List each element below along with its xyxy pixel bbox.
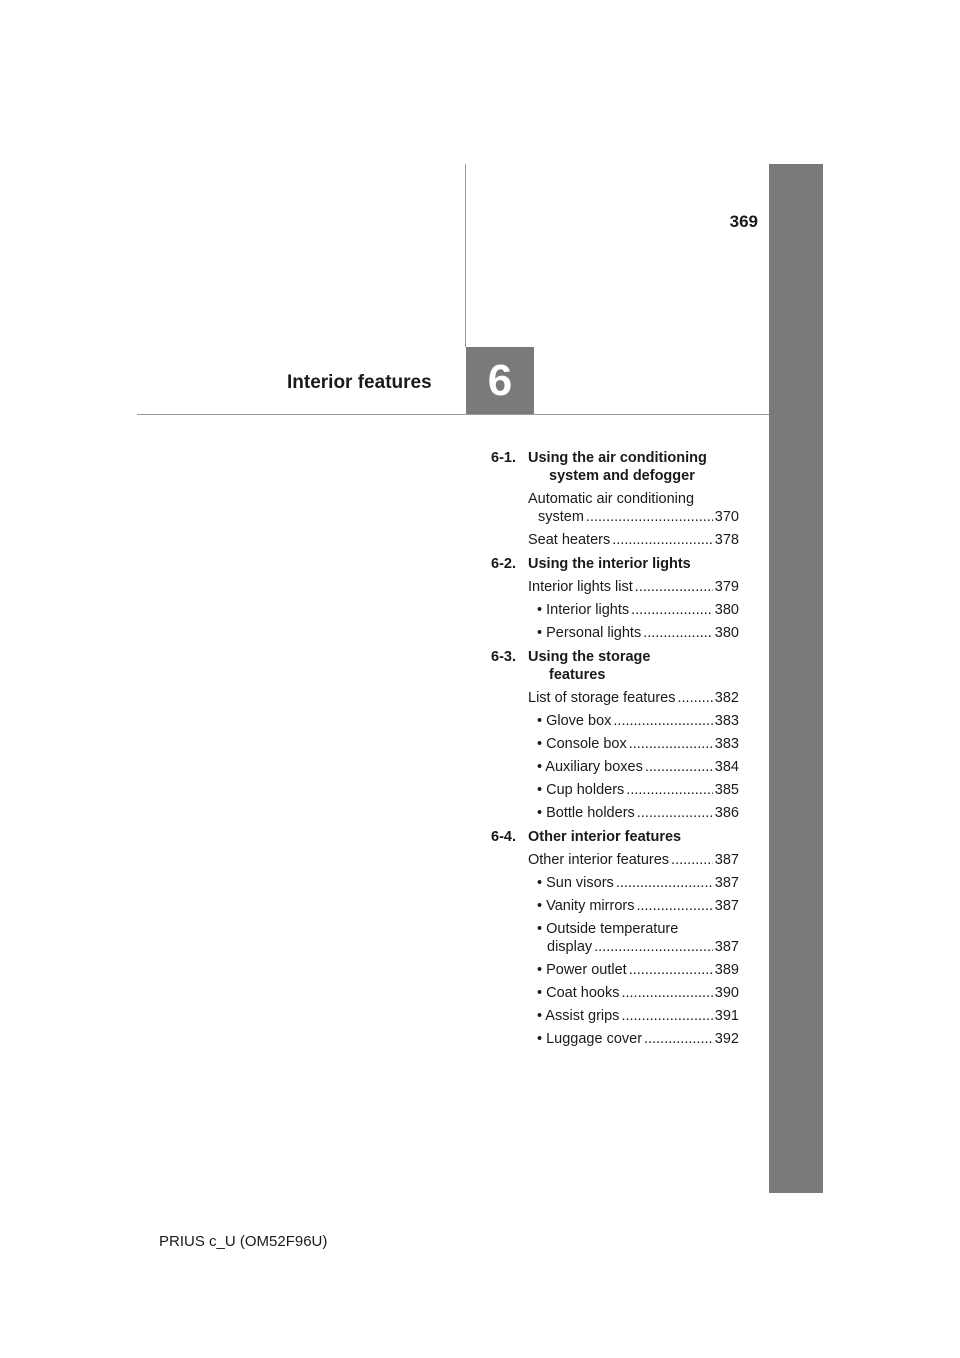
toc-entry-text: Other interior features — [528, 852, 670, 868]
section-number: 6-3. — [491, 649, 516, 665]
toc-entry-row — [537, 961, 739, 979]
toc-entry-row — [537, 735, 739, 753]
toc-entry-page: 384 — [714, 759, 739, 775]
toc-entry-page: 382 — [714, 690, 739, 706]
toc-entry-text: system — [538, 509, 584, 525]
toc-entry-page: 378 — [714, 532, 739, 548]
dot-leader — [629, 735, 713, 753]
dot-leader — [586, 508, 713, 526]
dot-leader — [616, 874, 713, 892]
dot-leader — [643, 624, 713, 642]
toc-entry[interactable] — [491, 851, 739, 869]
toc-section — [491, 555, 739, 642]
dot-leader — [626, 781, 713, 799]
toc-entry-page: 379 — [714, 579, 739, 595]
toc-entry-text: • Auxiliary boxes — [537, 759, 643, 775]
toc-section-heading[interactable] — [491, 555, 739, 573]
toc-entry-text: • Bottle holders — [537, 805, 635, 821]
toc-entry-page: 392 — [714, 1031, 739, 1047]
toc-entry-text: • Personal lights — [537, 625, 642, 641]
toc-section — [491, 648, 739, 822]
toc-entry[interactable] — [491, 490, 739, 526]
section-title — [528, 449, 739, 485]
toc-entry[interactable] — [491, 689, 739, 707]
toc-entry-row — [537, 938, 739, 956]
toc-entry-line1: • Outside temperature — [537, 921, 679, 937]
section-title — [528, 828, 739, 846]
toc-entry[interactable] — [491, 601, 739, 619]
toc-entry-page: 380 — [714, 625, 739, 641]
dot-leader — [631, 601, 713, 619]
vertical-divider — [465, 164, 466, 347]
toc-entry-row — [528, 508, 739, 526]
toc-entry-page: 387 — [714, 898, 739, 914]
toc-entry[interactable] — [491, 897, 739, 915]
toc-section — [491, 449, 739, 549]
toc-entry-page: 391 — [714, 1008, 739, 1024]
toc-entry-row — [537, 874, 739, 892]
toc-entry-row — [528, 689, 739, 707]
section-number: 6-4. — [491, 829, 516, 845]
toc-entry-page: 383 — [714, 736, 739, 752]
toc-entry[interactable] — [491, 624, 739, 642]
section-title-line1: Using the storage — [528, 649, 651, 665]
toc-section-heading[interactable] — [491, 828, 739, 846]
dot-leader — [621, 1007, 712, 1025]
section-title-line1: Using the interior lights — [528, 556, 691, 572]
toc-section-heading[interactable] — [491, 449, 739, 485]
toc-entry-text: • Coat hooks — [537, 985, 620, 1001]
toc-entry-page: 370 — [714, 509, 739, 525]
toc-entry-row — [537, 897, 739, 915]
toc-entry-text: • Console box — [537, 736, 627, 752]
dot-leader — [635, 578, 713, 596]
table-of-contents — [491, 449, 739, 1054]
toc-entry-text: • Interior lights — [537, 602, 630, 618]
toc-entry-text: • Power outlet — [537, 962, 627, 978]
toc-entry[interactable] — [491, 735, 739, 753]
toc-entry-row — [537, 758, 739, 776]
toc-entry[interactable] — [491, 984, 739, 1002]
toc-entry-page: 387 — [714, 939, 739, 955]
toc-section — [491, 828, 739, 1048]
toc-entry-row — [528, 851, 739, 869]
toc-entry-text: List of storage features — [528, 690, 676, 706]
section-title — [528, 555, 739, 573]
dot-leader — [678, 689, 713, 707]
toc-entry-page: 390 — [714, 985, 739, 1001]
horizontal-divider — [137, 414, 769, 415]
toc-entry-row — [528, 531, 739, 549]
toc-entry[interactable] — [491, 531, 739, 549]
section-title-line2: features — [549, 667, 606, 683]
dot-leader — [629, 961, 713, 979]
toc-entry-row — [528, 578, 739, 596]
chapter-title: Interior features — [287, 372, 432, 393]
toc-entry-page: 389 — [714, 962, 739, 978]
toc-entry-row — [537, 781, 739, 799]
toc-entry-row — [537, 601, 739, 619]
toc-entry-text: Interior lights list — [528, 579, 633, 595]
dot-leader — [594, 938, 713, 956]
toc-entry-text: • Sun visors — [537, 875, 614, 891]
toc-entry-row — [537, 1007, 739, 1025]
dot-leader — [637, 804, 713, 822]
footer-model-code: PRIUS c_U (OM52F96U) — [159, 1233, 328, 1250]
toc-entry-page: 385 — [714, 782, 739, 798]
toc-section-heading[interactable] — [491, 648, 739, 684]
toc-entry-page: 387 — [714, 852, 739, 868]
section-title-line1: Using the air conditioning — [528, 450, 707, 466]
dot-leader — [613, 712, 712, 730]
section-number: 6-1. — [491, 450, 516, 466]
section-title-line2: system and defogger — [549, 468, 695, 484]
dot-leader — [636, 897, 712, 915]
dot-leader — [671, 851, 713, 869]
dot-leader — [644, 1030, 713, 1048]
dot-leader — [612, 531, 713, 549]
toc-entry-page: 386 — [714, 805, 739, 821]
dot-leader — [645, 758, 713, 776]
toc-entry-row — [537, 1030, 739, 1048]
toc-entry[interactable] — [491, 758, 739, 776]
toc-entry[interactable] — [491, 920, 739, 956]
toc-entry-text: • Assist grips — [537, 1008, 620, 1024]
toc-entry-line1: Automatic air conditioning — [528, 491, 695, 507]
toc-entry[interactable] — [491, 1030, 739, 1048]
chapter-number-box: 6 — [466, 347, 534, 414]
section-title — [528, 648, 739, 684]
section-title-line1: Other interior features — [528, 829, 682, 845]
toc-entry-page: 383 — [714, 713, 739, 729]
toc-entry[interactable] — [491, 781, 739, 799]
toc-entry[interactable] — [491, 1007, 739, 1025]
toc-entry-text: display — [547, 939, 593, 955]
section-number: 6-2. — [491, 556, 516, 572]
toc-entry-text: • Cup holders — [537, 782, 625, 798]
toc-entry[interactable] — [491, 874, 739, 892]
toc-entry-page: 380 — [714, 602, 739, 618]
toc-entry-row — [537, 712, 739, 730]
toc-entry-page: 387 — [714, 875, 739, 891]
toc-entry-text: • Vanity mirrors — [537, 898, 635, 914]
page-number: 369 — [729, 212, 758, 231]
toc-entry-text: Seat heaters — [528, 532, 611, 548]
toc-entry[interactable] — [491, 578, 739, 596]
toc-entry-row — [537, 624, 739, 642]
toc-entry-text: • Luggage cover — [537, 1031, 643, 1047]
toc-entry[interactable] — [491, 961, 739, 979]
chapter-side-tab — [769, 164, 823, 1193]
toc-entry[interactable] — [491, 712, 739, 730]
toc-entry-text: • Glove box — [537, 713, 612, 729]
toc-entry[interactable] — [491, 804, 739, 822]
toc-entry-row — [537, 984, 739, 1002]
dot-leader — [621, 984, 712, 1002]
toc-entry-row — [537, 804, 739, 822]
